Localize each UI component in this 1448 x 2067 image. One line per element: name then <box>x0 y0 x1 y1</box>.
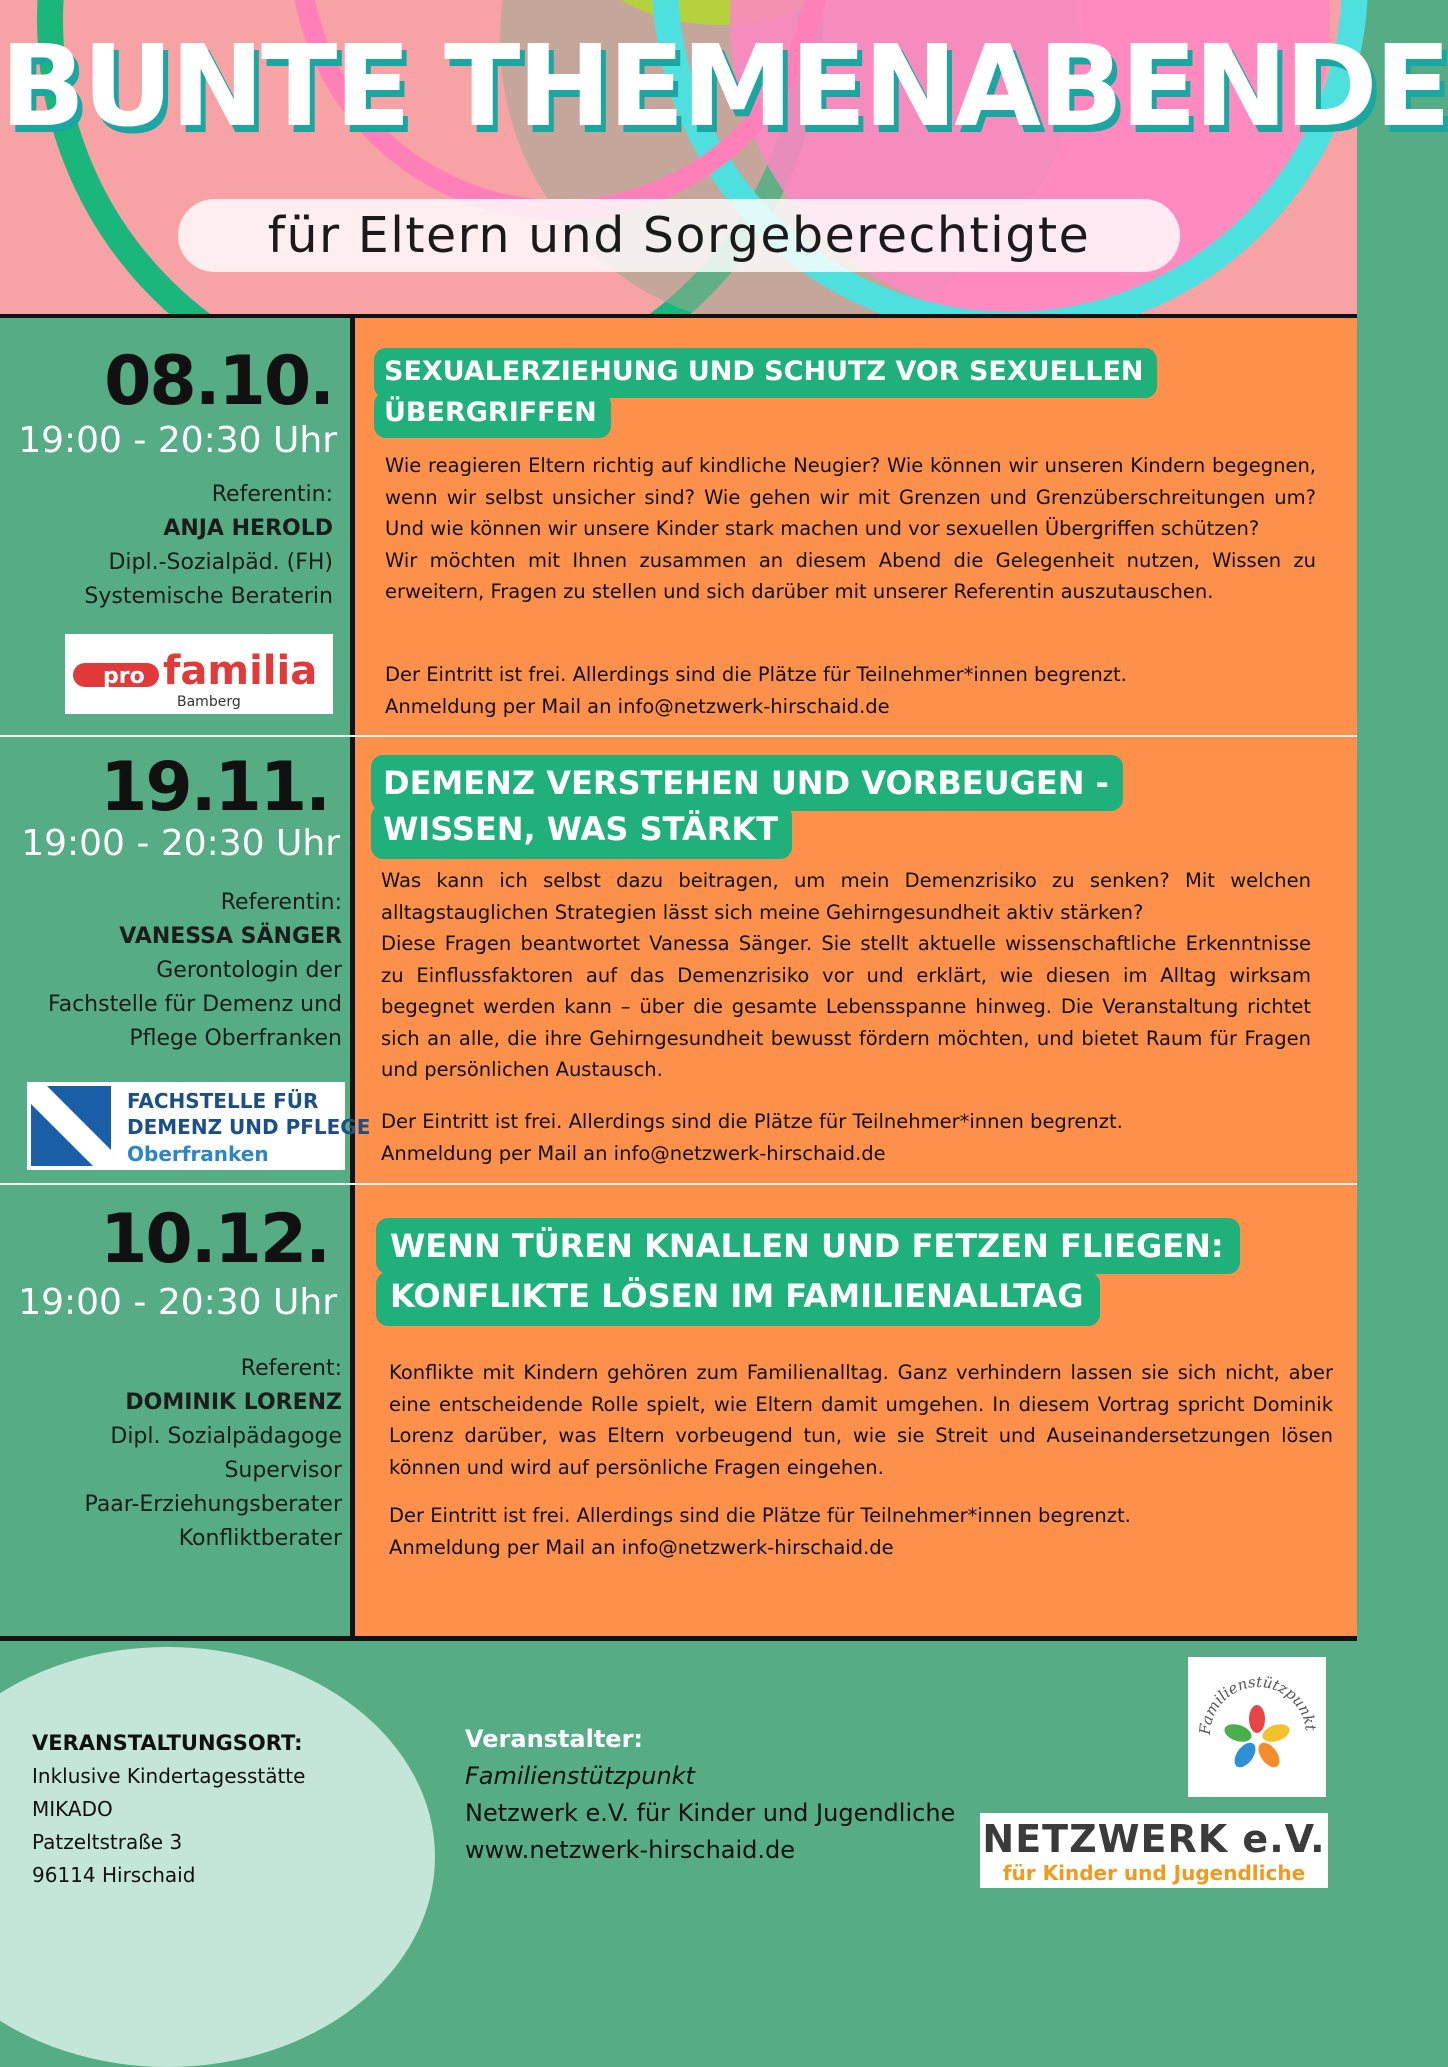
event-registration-info <box>381 1106 1311 1169</box>
netzwerk-logo <box>980 1813 1328 1888</box>
speaker-line: Konfliktberater <box>178 1526 342 1551</box>
event-info-line: Der Eintritt ist frei. Allerdings sind die Plätze für Teilnehmer*innen begrenzt. <box>381 1110 1123 1133</box>
event-title <box>371 805 792 859</box>
familienstuetzpunkt-logo-text: Familienstützpunkt <box>1195 1672 1320 1736</box>
header-banner <box>0 0 1448 314</box>
familienstuetzpunkt-logo-graphic <box>1188 1657 1326 1797</box>
fachstelle-logo-graphic <box>27 1082 371 1170</box>
footer <box>0 1641 1357 1920</box>
profamilia-logo-prefix: pro <box>103 664 145 689</box>
fachstelle-logo <box>27 1082 371 1170</box>
profamilia-logo-main: familia <box>163 648 318 694</box>
profamilia-logo-graphic <box>65 634 333 714</box>
speaker-label: Referentin: <box>211 482 333 507</box>
event-info-line: Anmeldung per Mail an info@netzwerk-hirschaid.de <box>389 1535 894 1559</box>
speaker-info <box>85 1352 342 1556</box>
event-description <box>389 1357 1333 1483</box>
fachstelle-logo-line: DEMENZ UND PFLEGE <box>127 1115 371 1139</box>
speaker-name: ANJA HEROLD <box>163 516 333 541</box>
venue-line: Inklusive Kindertagesstätte <box>32 1764 306 1788</box>
speaker-name: DOMINIK LORENZ <box>125 1390 342 1415</box>
event-registration-info <box>385 659 1316 722</box>
speaker-line: Pflege Oberfranken <box>129 1026 342 1051</box>
speaker-line: Supervisor <box>224 1458 342 1483</box>
event-title <box>374 348 1157 398</box>
speaker-line: Systemische Beraterin <box>84 584 333 609</box>
page-title: BUNTE THEMENABENDE <box>0 22 1448 152</box>
fachstelle-logo-line: Oberfranken <box>127 1142 269 1166</box>
event-date: 08.10. <box>104 342 333 421</box>
event-description <box>385 450 1316 608</box>
event-date: 10.12. <box>100 1200 329 1279</box>
event-description-paragraph: Wir möchten mit Ihnen zusammen an diesem Abend die Gelegenheit nutzen, Wissen zu erweitern, Fragen zu stellen und sich darüber mit unserer Referentin auszutauschen. <box>385 548 1316 603</box>
event-registration-info <box>389 1500 1333 1563</box>
venue-line: MIKADO <box>32 1797 113 1821</box>
event-title <box>371 755 1123 811</box>
event-info-line: Der Eintritt ist frei. Allerdings sind die Plätze für Teilnehmer*innen begrenzt. <box>389 1504 1131 1527</box>
speaker-line: Gerontologin der <box>156 958 342 983</box>
event-title-line: DEMENZ VERSTEHEN UND VORBEUGEN - <box>383 764 1109 802</box>
event-title <box>376 1218 1240 1274</box>
speaker-line: Fachstelle für Demenz und <box>47 992 342 1017</box>
divider-vertical <box>350 316 355 1636</box>
speaker-info <box>48 886 342 1056</box>
event-description <box>381 865 1311 1086</box>
event-title-line: WISSEN, WAS STÄRKT <box>383 810 779 848</box>
venue-line: Patzeltstraße 3 <box>32 1830 183 1854</box>
divider-event-1 <box>0 735 1357 737</box>
venue-line: 96114 Hirschaid <box>32 1863 196 1887</box>
event-info-line: Anmeldung per Mail an info@netzwerk-hirschaid.de <box>381 1141 886 1165</box>
speaker-label: Referentin: <box>220 890 342 915</box>
netzwerk-logo-subtitle: für Kinder und Jugendliche <box>1002 1861 1306 1885</box>
fachstelle-logo-line: FACHSTELLE FÜR <box>127 1089 319 1113</box>
speaker-line: Dipl. Sozialpädagoge <box>110 1424 342 1449</box>
familienstuetzpunkt-logo <box>1188 1657 1326 1797</box>
speaker-info <box>84 478 333 614</box>
speaker-line: Paar-Erziehungsberater <box>84 1492 342 1517</box>
speaker-label: Referent: <box>240 1356 342 1381</box>
organizer-website: www.netzwerk-hirschaid.de <box>465 1836 796 1864</box>
event-description-paragraph: Konflikte mit Kindern gehören zum Familienalltag. Ganz verhindern lassen sie sich nicht, aber eine entscheidende Rolle spielt, wie Eltern damit umgehen. In diesem Vortrag spricht Dominik Lorenz darüber, was Eltern vorbeugend tun, wie sie Streit und Auseinandersetzungen lösen können und wird auf persönliche Fragen eingehen. <box>389 1361 1333 1479</box>
event-info-line: Anmeldung per Mail an info@netzwerk-hirschaid.de <box>385 694 890 718</box>
event-info-line: Der Eintritt ist frei. Allerdings sind die Plätze für Teilnehmer*innen begrenzt. <box>385 663 1127 686</box>
event-description-paragraph: Diese Fragen beantwortet Vanessa Sänger. Sie stellt aktuelle wissenschaftliche Erkenntnisse zu Einflussfaktoren auf das Demenzrisiko vor und erklärt, wie diesen im Alltag wirksam begegnet werden kann – über die gesamte Lebensspanne hinweg. Die Veranstaltung richtet sich an alle, die ihre Gehirngesundheit bewusst fördern möchten, und bietet Raum für Fragen und persönlichen Austausch. <box>381 932 1311 1081</box>
speaker-line: Dipl.-Sozialpäd. (FH) <box>108 550 333 575</box>
divider-event-2 <box>0 1183 1357 1185</box>
event-date: 19.11. <box>100 748 329 827</box>
profamilia-logo-sub: Bamberg <box>177 694 241 710</box>
event-title <box>376 1272 1100 1326</box>
event-title-line: WENN TÜREN KNALLEN UND FETZEN FLIEGEN: <box>390 1227 1224 1265</box>
event-title-line: KONFLIKTE LÖSEN IM FAMILIENALLTAG <box>390 1277 1084 1315</box>
netzwerk-logo-title: NETZWERK e.V. <box>982 1817 1326 1861</box>
organizer-name: Familienstützpunkt <box>465 1762 695 1790</box>
organizer-info <box>465 1721 955 1869</box>
event-title-line: SEXUALERZIEHUNG UND SCHUTZ VOR SEXUELLEN <box>384 356 1144 387</box>
event-description-paragraph: Wie reagieren Eltern richtig auf kindliche Neugier? Wie können wir unseren Kindern begegnen, wenn wir selbst unsicher sind? Wie gehen wir mit Grenzen und Grenzüberschreitungen um? Und wie können wir unsere Kinder stark machen und vor sexuellen Übergriffen schützen? <box>385 454 1316 540</box>
venue-heading: VERANSTALTUNGSORT: <box>32 1731 303 1755</box>
organizer-line: Netzwerk e.V. für Kinder und Jugendliche <box>465 1799 956 1827</box>
event-time: 19:00 - 20:30 Uhr <box>21 823 340 864</box>
organizer-heading: Veranstalter: <box>465 1725 644 1753</box>
speaker-name: VANESSA SÄNGER <box>119 924 342 949</box>
event-time: 19:00 - 20:30 Uhr <box>18 1282 337 1323</box>
event-description-paragraph: Was kann ich selbst dazu beitragen, um mein Demenzrisiko zu senken? Mit welchen alltagstauglichen Strategien lässt sich meine Gehirngesundheit aktiv stärken? <box>381 869 1311 924</box>
event-title-line: ÜBERGRIFFEN <box>384 397 597 428</box>
profamilia-logo <box>65 634 333 714</box>
venue-info <box>32 1727 305 1892</box>
page-subtitle: für Eltern und Sorgeberechtigte <box>178 199 1180 272</box>
event-time: 19:00 - 20:30 Uhr <box>18 420 337 461</box>
event-title <box>374 392 611 438</box>
